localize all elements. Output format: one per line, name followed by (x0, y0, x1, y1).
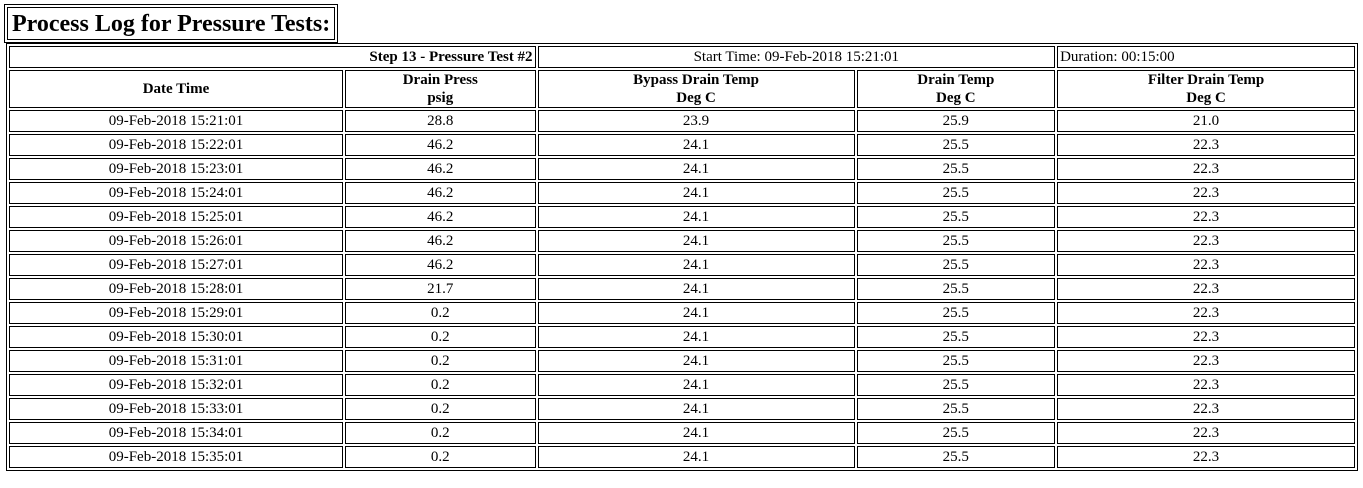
table-row (9, 302, 1355, 324)
cell-drain-temp: 25.5 (857, 278, 1056, 300)
cell-bypass-drain-temp: 24.1 (538, 302, 855, 324)
cell-drain-press: 46.2 (345, 158, 536, 180)
page-title-box (4, 4, 338, 43)
cell-filter-drain-temp: 22.3 (1057, 254, 1355, 276)
cell-drain-temp: 25.5 (857, 350, 1056, 372)
column-header-row (9, 70, 1355, 108)
column-header-unit: Deg C (676, 90, 716, 106)
page-title: Process Log for Pressure Tests: (7, 7, 335, 40)
cell-drain-press: 46.2 (345, 182, 536, 204)
cell-date-time: 09-Feb-2018 15:30:01 (9, 326, 343, 348)
cell-filter-drain-temp: 22.3 (1057, 206, 1355, 228)
cell-drain-press: 0.2 (345, 446, 536, 468)
cell-drain-press: 0.2 (345, 422, 536, 444)
cell-bypass-drain-temp: 24.1 (538, 134, 855, 156)
table-row (9, 398, 1355, 420)
cell-date-time: 09-Feb-2018 15:31:01 (9, 350, 343, 372)
cell-drain-press: 21.7 (345, 278, 536, 300)
cell-filter-drain-temp: 22.3 (1057, 278, 1355, 300)
column-header (345, 70, 536, 108)
step-info-row (9, 46, 1355, 68)
cell-date-time: 09-Feb-2018 15:21:01 (9, 110, 343, 132)
cell-drain-temp: 25.5 (857, 254, 1056, 276)
column-header-unit: Deg C (1186, 90, 1226, 106)
column-header (9, 70, 343, 108)
cell-filter-drain-temp: 22.3 (1057, 182, 1355, 204)
cell-date-time: 09-Feb-2018 15:24:01 (9, 182, 343, 204)
cell-drain-press: 0.2 (345, 326, 536, 348)
cell-bypass-drain-temp: 24.1 (538, 230, 855, 252)
cell-bypass-drain-temp: 24.1 (538, 398, 855, 420)
start-time: Start Time: 09-Feb-2018 15:21:01 (538, 46, 1056, 68)
table-row (9, 422, 1355, 444)
cell-bypass-drain-temp: 24.1 (538, 158, 855, 180)
column-header (538, 70, 855, 108)
cell-date-time: 09-Feb-2018 15:34:01 (9, 422, 343, 444)
cell-drain-temp: 25.5 (857, 182, 1056, 204)
table-row (9, 182, 1355, 204)
column-header-label: Drain Temp (917, 72, 995, 88)
table-row (9, 278, 1355, 300)
duration: Duration: 00:15:00 (1057, 46, 1355, 68)
cell-date-time: 09-Feb-2018 15:28:01 (9, 278, 343, 300)
cell-drain-temp: 25.5 (857, 230, 1056, 252)
cell-filter-drain-temp: 21.0 (1057, 110, 1355, 132)
cell-bypass-drain-temp: 24.1 (538, 326, 855, 348)
cell-drain-press: 0.2 (345, 302, 536, 324)
column-header-unit: psig (427, 90, 454, 106)
cell-filter-drain-temp: 22.3 (1057, 374, 1355, 396)
cell-drain-temp: 25.5 (857, 302, 1056, 324)
cell-drain-press: 0.2 (345, 398, 536, 420)
cell-date-time: 09-Feb-2018 15:22:01 (9, 134, 343, 156)
table-row (9, 326, 1355, 348)
cell-filter-drain-temp: 22.3 (1057, 158, 1355, 180)
process-log-table (6, 43, 1358, 471)
cell-filter-drain-temp: 22.3 (1057, 446, 1355, 468)
cell-drain-temp: 25.5 (857, 158, 1056, 180)
cell-drain-temp: 25.5 (857, 326, 1056, 348)
cell-filter-drain-temp: 22.3 (1057, 398, 1355, 420)
cell-drain-temp: 25.5 (857, 134, 1056, 156)
cell-drain-press: 0.2 (345, 374, 536, 396)
cell-date-time: 09-Feb-2018 15:25:01 (9, 206, 343, 228)
table-row (9, 230, 1355, 252)
cell-bypass-drain-temp: 24.1 (538, 374, 855, 396)
cell-date-time: 09-Feb-2018 15:35:01 (9, 446, 343, 468)
table-row (9, 206, 1355, 228)
cell-drain-temp: 25.9 (857, 110, 1056, 132)
cell-bypass-drain-temp: 24.1 (538, 182, 855, 204)
column-header-label: Drain Press (402, 72, 478, 88)
table-row (9, 158, 1355, 180)
cell-drain-press: 46.2 (345, 230, 536, 252)
table-row (9, 350, 1355, 372)
cell-drain-press: 46.2 (345, 206, 536, 228)
cell-bypass-drain-temp: 24.1 (538, 278, 855, 300)
cell-drain-temp: 25.5 (857, 206, 1056, 228)
cell-date-time: 09-Feb-2018 15:26:01 (9, 230, 343, 252)
column-header-label: Bypass Drain Temp (633, 72, 759, 88)
cell-drain-temp: 25.5 (857, 446, 1056, 468)
table-row (9, 374, 1355, 396)
cell-drain-press: 46.2 (345, 134, 536, 156)
cell-date-time: 09-Feb-2018 15:33:01 (9, 398, 343, 420)
cell-date-time: 09-Feb-2018 15:29:01 (9, 302, 343, 324)
cell-drain-temp: 25.5 (857, 398, 1056, 420)
column-header-label: Date Time (142, 81, 210, 97)
cell-filter-drain-temp: 22.3 (1057, 230, 1355, 252)
cell-date-time: 09-Feb-2018 15:23:01 (9, 158, 343, 180)
column-header (1057, 70, 1355, 108)
step-label: Step 13 - Pressure Test #2 (9, 46, 536, 68)
cell-date-time: 09-Feb-2018 15:32:01 (9, 374, 343, 396)
cell-bypass-drain-temp: 24.1 (538, 422, 855, 444)
cell-bypass-drain-temp: 23.9 (538, 110, 855, 132)
cell-filter-drain-temp: 22.3 (1057, 302, 1355, 324)
cell-filter-drain-temp: 22.3 (1057, 422, 1355, 444)
table-row (9, 110, 1355, 132)
cell-filter-drain-temp: 22.3 (1057, 326, 1355, 348)
cell-date-time: 09-Feb-2018 15:27:01 (9, 254, 343, 276)
cell-drain-temp: 25.5 (857, 422, 1056, 444)
cell-bypass-drain-temp: 24.1 (538, 206, 855, 228)
column-header-unit: Deg C (936, 90, 976, 106)
cell-drain-press: 0.2 (345, 350, 536, 372)
column-header (857, 70, 1056, 108)
cell-bypass-drain-temp: 24.1 (538, 446, 855, 468)
cell-drain-press: 46.2 (345, 254, 536, 276)
cell-filter-drain-temp: 22.3 (1057, 134, 1355, 156)
cell-bypass-drain-temp: 24.1 (538, 254, 855, 276)
table-row (9, 446, 1355, 468)
table-row (9, 254, 1355, 276)
cell-filter-drain-temp: 22.3 (1057, 350, 1355, 372)
cell-bypass-drain-temp: 24.1 (538, 350, 855, 372)
table-row (9, 134, 1355, 156)
cell-drain-temp: 25.5 (857, 374, 1056, 396)
column-header-label: Filter Drain Temp (1147, 72, 1265, 88)
cell-drain-press: 28.8 (345, 110, 536, 132)
